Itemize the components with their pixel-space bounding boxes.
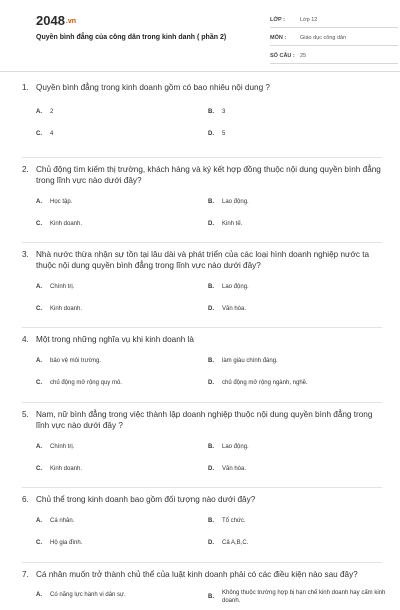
option-text: 4 xyxy=(50,131,54,137)
option-a[interactable] xyxy=(36,276,208,298)
option-text: Văn hóa. xyxy=(222,306,247,312)
question-4 xyxy=(22,328,382,403)
question-text xyxy=(22,249,382,271)
option-letter: D. xyxy=(208,221,214,227)
option-letter: C. xyxy=(36,466,42,472)
option-letter: D. xyxy=(208,466,214,472)
question-body: Nam, nữ bình đẳng trong việc thành lập doanh nghiệp thuộc nội dung quyền bình đẳng trong lĩnh vực nào dưới đây ? xyxy=(36,410,373,430)
question-list xyxy=(22,80,386,610)
option-text: Chính trị. xyxy=(50,444,75,450)
option-b[interactable] xyxy=(208,350,396,372)
option-d[interactable] xyxy=(208,298,396,320)
option-letter: A. xyxy=(36,358,42,364)
option-c[interactable] xyxy=(36,123,208,145)
option-grid xyxy=(22,101,382,145)
option-text: Học tập. xyxy=(50,199,73,205)
option-letter: C. xyxy=(36,380,42,386)
meta-label: SỐ CÂU : xyxy=(270,53,295,59)
option-text: Lao động. xyxy=(222,444,249,450)
question-body: Một trong những nghĩa vụ khi kinh doanh là xyxy=(36,335,194,344)
meta-panel xyxy=(270,13,398,67)
option-c[interactable] xyxy=(36,458,208,480)
option-grid xyxy=(22,584,386,610)
question-2 xyxy=(22,158,382,243)
question-number: 3. xyxy=(22,250,29,259)
option-b[interactable] xyxy=(208,191,396,213)
logo-suffix: .vn xyxy=(65,18,77,25)
question-number: 1. xyxy=(22,83,29,92)
option-text: Văn hóa. xyxy=(222,466,247,472)
option-c[interactable] xyxy=(36,213,208,235)
question-number: 6. xyxy=(22,495,29,504)
option-letter: A. xyxy=(36,284,42,290)
option-text: chủ động mở rộng ngành, nghề. xyxy=(222,380,308,386)
option-d[interactable] xyxy=(208,123,396,145)
question-1 xyxy=(22,80,382,158)
meta-row-subject xyxy=(270,31,398,46)
option-text: 2 xyxy=(50,109,54,115)
question-5 xyxy=(22,403,382,488)
question-body: Quyền bình đẳng trong kinh doanh gồm có bao nhiêu nội dung ? xyxy=(36,83,270,92)
option-text: Không thuộc trường hợp bị hạn chế kinh doanh hay cấm kinh doanh. xyxy=(222,590,386,604)
header-divider xyxy=(0,71,400,72)
option-grid xyxy=(22,510,382,554)
option-letter: D. xyxy=(208,540,214,546)
option-text: bảo vệ môi trường. xyxy=(50,358,101,364)
question-7 xyxy=(22,563,386,610)
option-letter: D. xyxy=(208,306,214,312)
option-text: Tổ chức. xyxy=(222,518,246,524)
option-a[interactable] xyxy=(36,191,208,213)
option-a[interactable] xyxy=(36,101,208,123)
question-text xyxy=(22,409,382,431)
option-c[interactable] xyxy=(36,532,208,554)
question-body: Nhà nước thừa nhận sự tồn tại lâu dài và phát triển của các loại hình doanh nghiệp nước ta thuộc nội dung quyền bình đẳng trong lĩnh vực nào dưới đây? xyxy=(36,250,370,270)
meta-label: LỚP : xyxy=(270,17,285,23)
option-letter: B. xyxy=(208,199,214,205)
option-d[interactable] xyxy=(208,532,396,554)
option-b[interactable] xyxy=(208,510,396,532)
option-letter: A. xyxy=(36,199,42,205)
question-body: Chủ thể trong kinh doanh bao gồm đối tượng nào dưới đây? xyxy=(36,495,256,504)
option-grid xyxy=(22,350,382,394)
option-text: Cả A,B,C. xyxy=(222,540,249,546)
page-header xyxy=(18,0,382,70)
option-letter: A. xyxy=(36,444,42,450)
option-letter: C. xyxy=(36,540,42,546)
question-text xyxy=(22,82,382,93)
option-text: chủ động mở rộng quy mô. xyxy=(50,380,122,386)
meta-value: Giáo dục công dân xyxy=(300,35,347,41)
option-b[interactable] xyxy=(208,101,396,123)
question-text xyxy=(22,494,382,505)
option-grid xyxy=(22,276,382,320)
question-number: 2. xyxy=(22,165,29,174)
option-text: Lao động. xyxy=(222,284,249,290)
option-text: Kinh doanh. xyxy=(50,221,83,227)
question-text xyxy=(22,569,382,580)
logo-text: 2048 xyxy=(36,13,65,28)
option-a[interactable] xyxy=(36,510,208,532)
option-text: 5 xyxy=(222,131,226,137)
option-a[interactable] xyxy=(36,436,208,458)
question-number: 5. xyxy=(22,410,29,419)
option-letter: C. xyxy=(36,306,42,312)
document-title: Quyền bình đẳng của công dân trong kinh danh ( phần 2) xyxy=(36,34,227,41)
option-text: Kinh doanh. xyxy=(50,466,83,472)
meta-row-count xyxy=(270,49,398,64)
question-3 xyxy=(22,243,382,328)
option-text: 3 xyxy=(222,109,226,115)
question-body: Cá nhân muốn trở thành chủ thể của luật kinh doanh phải có các điều kiện nào sau đây? xyxy=(36,570,358,579)
site-logo[interactable] xyxy=(36,13,76,28)
question-body: Chủ động tìm kiếm thị trường, khách hàng và ký kết hợp đồng thuộc nội dung quyền bình đẳng trong lĩnh vực nào dưới đây? xyxy=(36,165,381,185)
question-number: 7. xyxy=(22,570,29,579)
option-letter: C. xyxy=(36,131,42,137)
option-b[interactable] xyxy=(208,436,396,458)
meta-value: Lớp 12 xyxy=(300,17,318,23)
option-letter: D. xyxy=(208,131,214,137)
option-a[interactable] xyxy=(36,350,208,372)
option-text: Hộ gia đình. xyxy=(50,540,83,546)
option-letter: B. xyxy=(208,594,214,600)
option-letter: B. xyxy=(208,358,214,364)
option-letter: B. xyxy=(208,109,214,115)
option-a[interactable] xyxy=(36,584,208,606)
option-text: Kinh tế. xyxy=(222,221,243,227)
meta-row-class xyxy=(270,13,398,28)
option-b[interactable] xyxy=(208,584,396,610)
option-c[interactable] xyxy=(36,372,208,394)
option-letter: A. xyxy=(36,518,42,524)
option-letter: C. xyxy=(36,221,42,227)
option-text: Lao động. xyxy=(222,199,249,205)
question-text xyxy=(22,334,382,345)
option-text: Kinh doanh. xyxy=(50,306,83,312)
option-letter: B. xyxy=(208,518,214,524)
meta-value: 25 xyxy=(300,53,307,59)
question-6 xyxy=(22,488,382,563)
option-text: Cá nhân. xyxy=(50,518,75,524)
option-text: Chính trị. xyxy=(50,284,75,290)
option-text: Có năng lực hành vi dân sự. xyxy=(50,592,126,598)
option-d[interactable] xyxy=(208,213,396,235)
option-d[interactable] xyxy=(208,372,396,394)
option-letter: B. xyxy=(208,444,214,450)
meta-label: MÔN : xyxy=(270,35,287,41)
option-d[interactable] xyxy=(208,458,396,480)
option-letter: A. xyxy=(36,592,42,598)
option-grid xyxy=(22,436,382,480)
question-text xyxy=(22,164,382,186)
option-b[interactable] xyxy=(208,276,396,298)
question-number: 4. xyxy=(22,335,29,344)
option-grid xyxy=(22,191,382,235)
option-letter: D. xyxy=(208,380,214,386)
option-text: làm giàu chính đáng. xyxy=(222,358,278,364)
option-letter: A. xyxy=(36,109,42,115)
option-letter: B. xyxy=(208,284,214,290)
option-c[interactable] xyxy=(36,298,208,320)
